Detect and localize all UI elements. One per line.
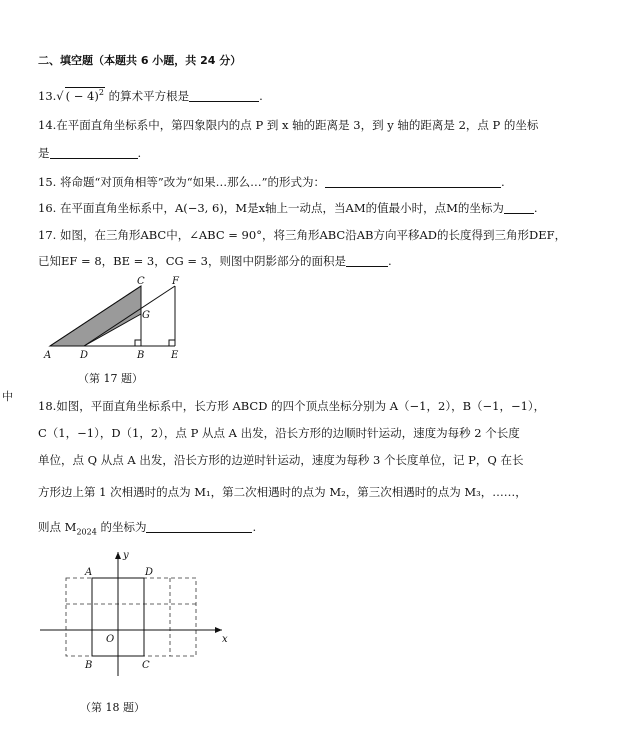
label-D: D [145,567,154,578]
question-14-line1: 14.在平面直角坐标系中，第四象限内的点 P 到 x 轴的距离是 3，到 y 轴的距离是 2，点 P 的坐标 [38,118,539,132]
label-A: A [44,350,52,361]
question-18-line4: 方形边上第 1 次相遇时的点为 M₁，第二次相遇时的点为 M₂，第三次相遇时的点为 M₃，……， [38,485,527,499]
label-x: x [222,634,228,645]
q15-text: 15. 将命题“对顶角相等”改为“如果…那么…”的形式为： [38,175,325,189]
label-C: C [137,276,145,287]
q17-end: . [388,254,392,268]
q13-exponent: 2 [98,88,104,97]
q14-prefix: 是 [38,146,50,160]
dashed-grid [66,578,196,656]
q13-text: 的算术平方根是 [104,88,190,103]
question-18-line2: C（1，−1），D（1，2），点 P 从点 A 出发，沿长方形的边顺时针运动，速度为每秒 2 个长度 [38,426,520,440]
label-E: E [171,350,179,361]
margin-mark: 中 [2,390,13,403]
question-15 [38,174,505,190]
section-heading: 二、填空题（本题共 6 小题，共 24 分） [38,54,242,67]
q13-number: 13. [38,88,57,103]
label-y: y [123,550,129,561]
figure-18-caption: （第 18 题） [80,701,145,714]
sqrt-symbol: √ [56,88,64,103]
q13-radicand: ( − 4)$^2$ [65,88,104,103]
label-A: A [85,567,93,578]
q17-answer-blank[interactable] [346,254,388,267]
q14-end: . [137,146,142,160]
question-16 [38,200,538,216]
q16-text: 16. 在平面直角坐标系中，A(−3, 6)，M是x轴上一动点，当AM的值最小时，点M的坐标为 [38,201,504,215]
figure-17 [38,274,198,362]
label-B: B [137,350,145,361]
question-18-line5 [38,519,256,536]
question-13 [38,87,263,104]
q15-end: . [500,175,505,189]
q18-answer-blank[interactable] [146,520,252,533]
label-C: C [142,660,150,671]
question-18-line1: 18.如图，平面直角坐标系中，长方形 ABCD 的四个顶点坐标分别为 A（−1，2），B（−1，−1）， [38,399,546,413]
label-B: B [85,660,93,671]
right-angle-B [135,340,141,346]
x-axis-arrow [215,627,222,633]
q13-answer-blank[interactable] [189,89,259,102]
question-17-line2 [38,253,392,269]
q17-text: 已知EF = 8，BE = 3，CG = 3，则图中阴影部分的面积是 [38,254,346,268]
figure-17-caption: （第 17 题） [78,372,143,385]
figure-18 [36,548,236,688]
question-17-line1: 17. 如图，在三角形ABC中，∠ABC = 90°，将三角形ABC沿AB方向平移AD的长度得到三角形DEF， [38,228,567,242]
right-angle-E [169,340,175,346]
q18-suffix: 的坐标为 [96,520,147,534]
label-O: O [106,634,115,645]
q18-end: . [252,520,257,534]
y-axis-arrow [115,552,121,559]
question-14-line2 [38,145,141,161]
q16-answer-blank[interactable] [504,201,534,214]
label-F: F [172,276,179,287]
label-D: D [80,350,89,361]
q13-end: . [259,88,263,103]
q18-prefix: 则点 M [38,520,77,534]
q18-subscript: 2024 [76,527,97,537]
q16-end: . [533,201,538,215]
q15-answer-blank[interactable] [325,175,501,188]
q14-answer-blank[interactable] [50,146,138,159]
question-18-line3: 单位，点 Q 从点 A 出发，沿长方形的边逆时针运动，速度为每秒 3 个长度单位，记 P，Q 在长 [38,453,524,467]
label-G: G [142,310,150,321]
